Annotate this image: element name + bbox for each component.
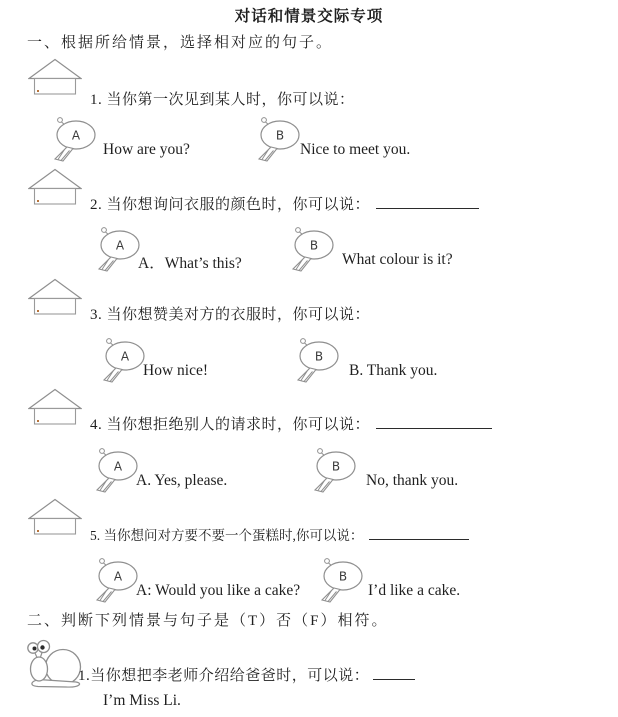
option-text: A. Yes, please. (136, 472, 228, 489)
answer-blank (376, 414, 492, 429)
answer-blank (369, 525, 469, 540)
option-text: B. Thank you. (349, 362, 438, 379)
question-text: 3. 当你想赞美对方的衣服时，你可以说： (90, 307, 371, 323)
balloon-icon (92, 447, 140, 493)
option-text: Nice to meet you. (300, 141, 411, 158)
balloon-icon (254, 116, 302, 162)
question-line (90, 193, 479, 214)
option-text: What colour is it? (342, 251, 453, 268)
question-text: 1. 当你第一次见到某人时，你可以说： (90, 92, 355, 108)
balloon-icon (92, 557, 140, 603)
balloon-icon (317, 557, 365, 603)
option-text: I’d like a cake. (368, 582, 461, 599)
option-letter: B (331, 459, 341, 474)
house-icon (28, 278, 82, 316)
option-letter: B (275, 128, 285, 143)
answer-blank (373, 665, 415, 680)
section2-question-line (78, 664, 415, 685)
option-letter: B (314, 349, 324, 364)
option-text: No, thank you. (366, 472, 459, 489)
balloon-icon (293, 337, 341, 383)
balloon-icon (99, 337, 147, 383)
house-icon (28, 168, 82, 206)
balloon-icon (310, 447, 358, 493)
question-text: 4. 当你想拒绝别人的请求时，你可以说： (90, 417, 371, 433)
option-letter: A (120, 349, 130, 364)
snail-icon (26, 639, 82, 689)
option-text: How nice! (143, 362, 208, 379)
section2-sentence: I’m Miss Li. (103, 692, 181, 709)
balloon-icon (288, 226, 336, 272)
option-text: A．What’s this? (138, 255, 242, 272)
option-letter: A (113, 459, 123, 474)
option-text: How are you? (103, 141, 190, 158)
question-line (90, 88, 355, 109)
question-line (90, 303, 370, 324)
option-letter: B (309, 238, 319, 253)
house-icon (28, 388, 82, 426)
option-text: A: Would you like a cake? (136, 582, 301, 599)
question-line (90, 413, 492, 434)
section1-heading: 一、根据所给情景，选择相对应的句子。 (27, 35, 334, 51)
balloon-icon (94, 226, 142, 272)
balloon-icon (50, 116, 98, 162)
option-letter: A (115, 238, 125, 253)
question-text: 5. 当你想问对方要不要一个蛋糕时,你可以说： (90, 528, 364, 543)
page-title: 对话和情景交际专项 (234, 8, 384, 25)
answer-blank (376, 194, 479, 209)
question-line (90, 524, 469, 544)
house-icon (28, 498, 82, 536)
question-text: 2. 当你想询问衣服的颜色时，你可以说： (90, 197, 371, 213)
question-text: 1.当你想把李老师介绍给爸爸时，可以说： (78, 668, 370, 684)
option-letter: A (71, 128, 81, 143)
section2-heading: 二、判断下列情景与句子是（T）否（F）相符。 (27, 613, 389, 629)
option-letter: B (338, 569, 348, 584)
option-letter: A (113, 569, 123, 584)
house-icon (28, 58, 82, 96)
